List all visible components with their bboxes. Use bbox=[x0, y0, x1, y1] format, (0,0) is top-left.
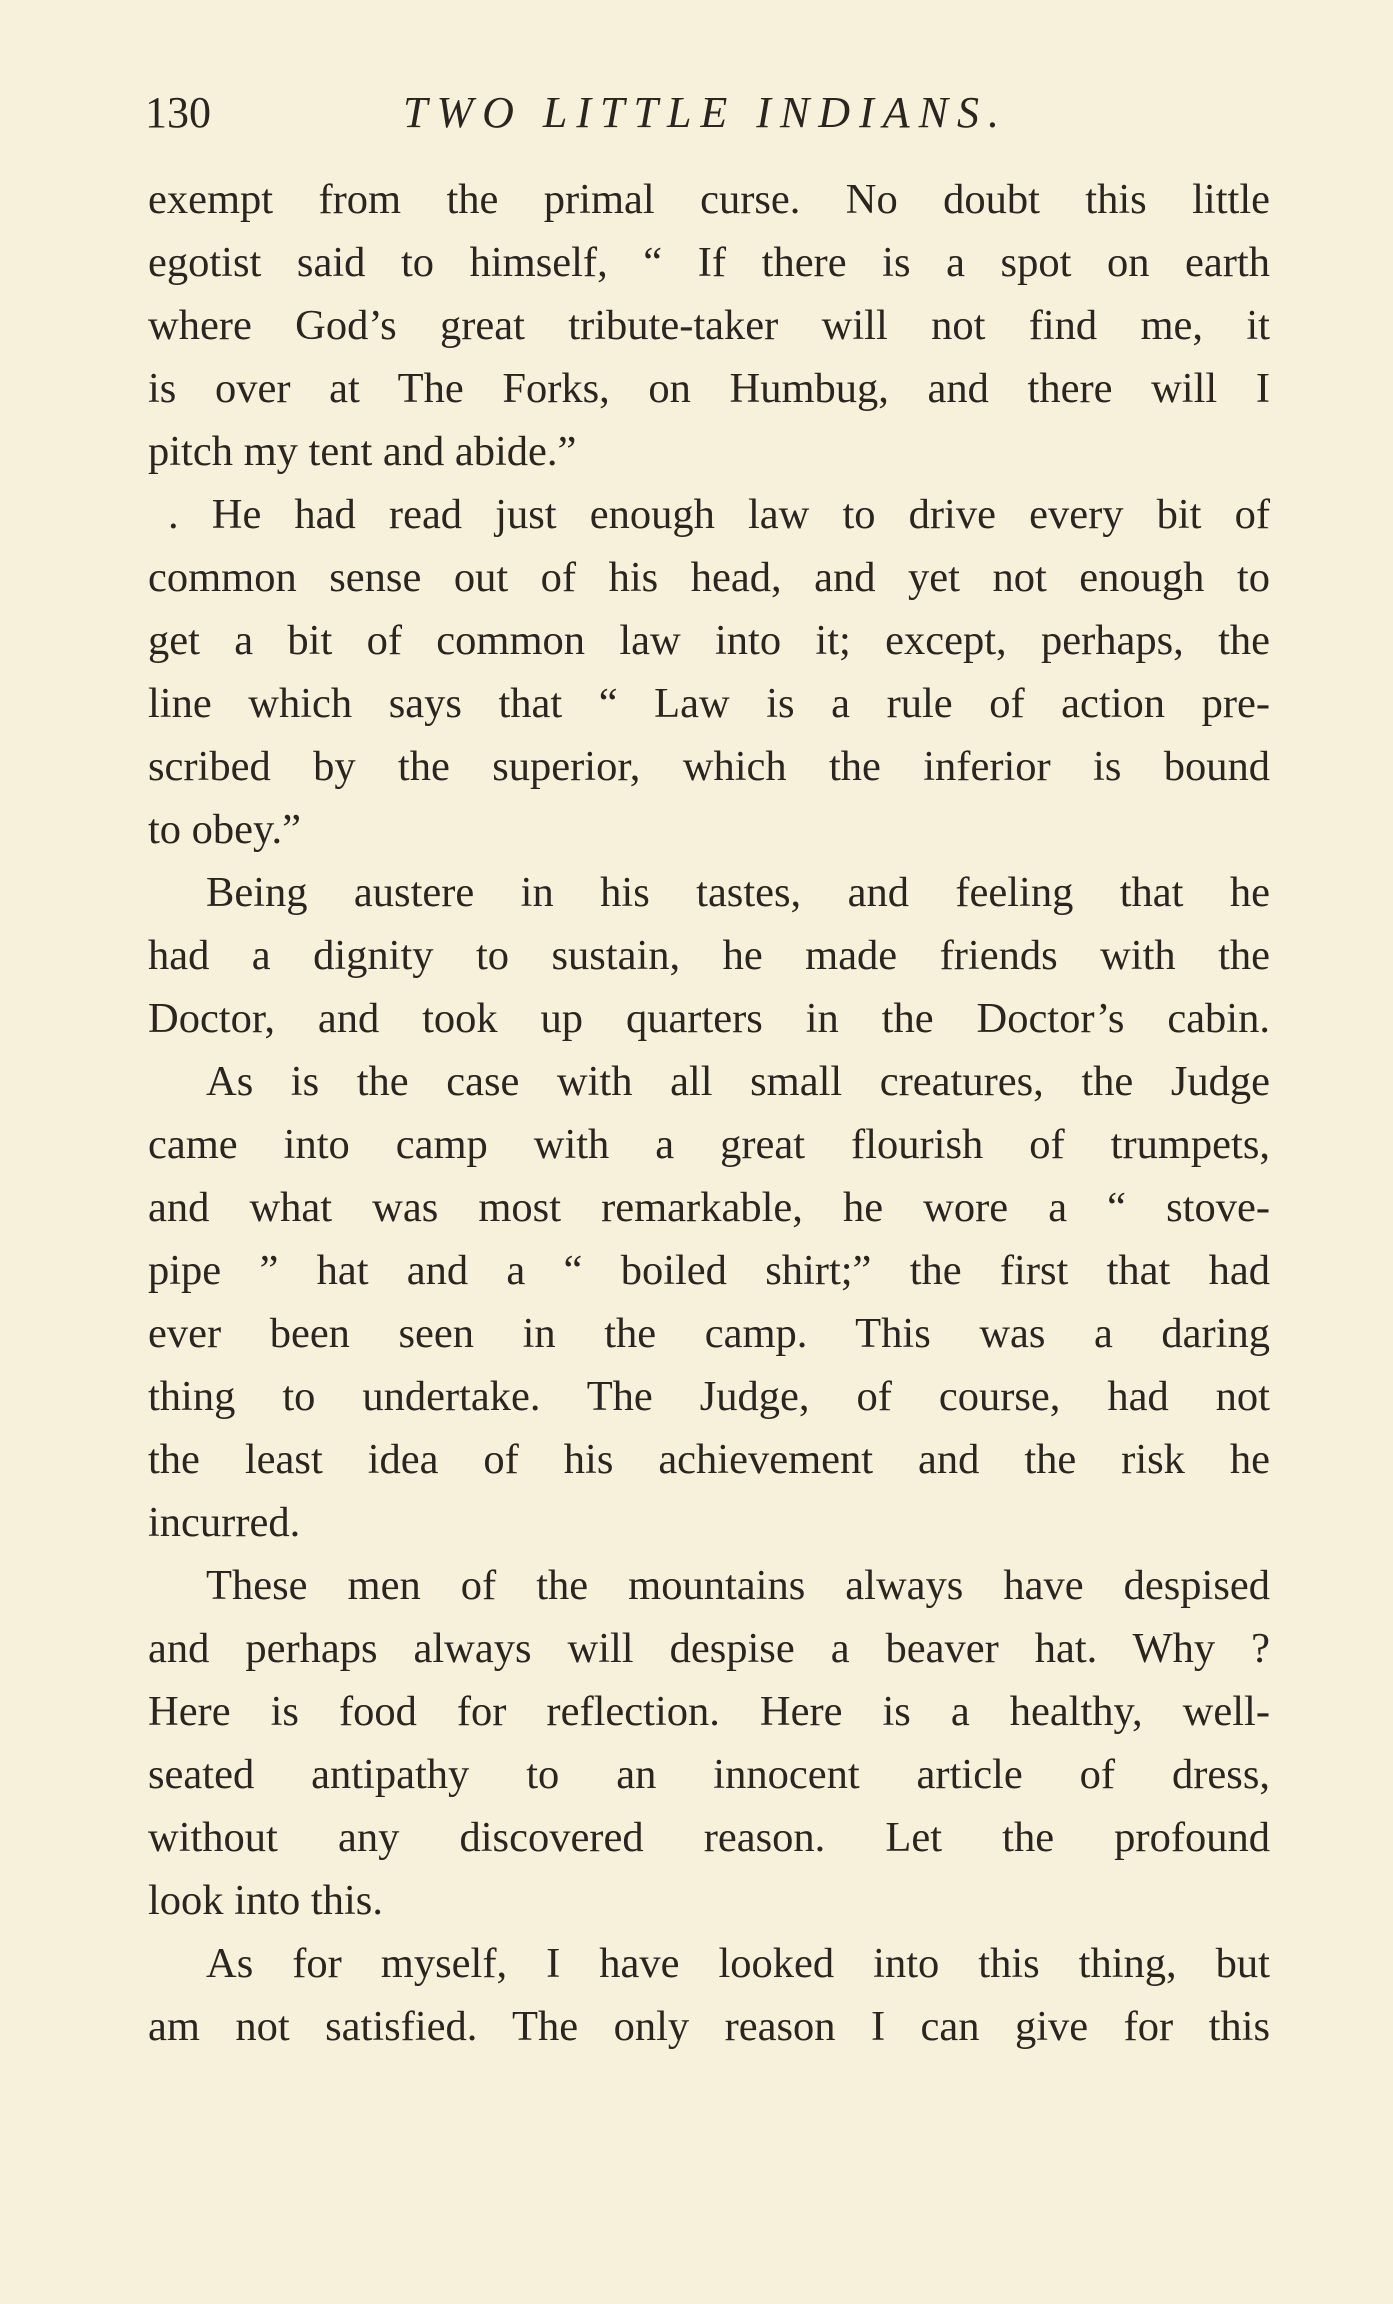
text-line: pipe ” hat and a “ boiled shirt;” the first that had bbox=[148, 1247, 1270, 1294]
text-line: to obey.” bbox=[148, 806, 302, 853]
text-line: had a dignity to sustain, he made friends with the bbox=[148, 932, 1270, 979]
text-line: without any discovered reason. Let the profound bbox=[148, 1814, 1270, 1861]
text-line: the least idea of his achievement and the risk he bbox=[148, 1436, 1270, 1483]
text-line: egotist said to himself, “ If there is a spot on earth bbox=[148, 239, 1270, 286]
text-line: As is the case with all small creatures, the Judge bbox=[206, 1058, 1270, 1105]
text-line: am not satisfied. The only reason I can give for this bbox=[148, 2003, 1270, 2050]
text-line: look into this. bbox=[148, 1877, 383, 1924]
text-line: thing to undertake. The Judge, of course, had not bbox=[148, 1373, 1270, 1420]
text-line: seated antipathy to an innocent article of dress, bbox=[148, 1751, 1270, 1798]
text-line: Here is food for reflection. Here is a healthy, well- bbox=[148, 1688, 1270, 1735]
page-number: 130 bbox=[145, 88, 211, 137]
body-text bbox=[148, 168, 1270, 2058]
text-line: common sense out of his head, and yet not enough to bbox=[148, 554, 1270, 601]
text-line: . He had read just enough law to drive every bit of bbox=[168, 491, 1270, 538]
text-line: is over at The Forks, on Humbug, and there will I bbox=[148, 365, 1270, 412]
running-title: TWO LITTLE INDIANS. bbox=[403, 88, 1008, 137]
text-line: and what was most remarkable, he wore a “ stove- bbox=[148, 1184, 1270, 1231]
text-line: where God’s great tribute-taker will not find me, it bbox=[148, 302, 1270, 349]
running-head bbox=[145, 78, 1275, 148]
text-line: incurred. bbox=[148, 1499, 301, 1546]
text-line: exempt from the primal curse. No doubt this little bbox=[148, 176, 1270, 223]
text-line: Being austere in his tastes, and feeling that he bbox=[206, 869, 1270, 916]
text-line: pitch my tent and abide.” bbox=[148, 428, 577, 475]
text-line: and perhaps always will despise a beaver hat. Why ? bbox=[148, 1625, 1270, 1672]
text-line: These men of the mountains always have despised bbox=[206, 1562, 1270, 1609]
text-line: came into camp with a great flourish of trumpets, bbox=[148, 1121, 1270, 1168]
text-line: As for myself, I have looked into this thing, but bbox=[206, 1940, 1270, 1987]
text-line: Doctor, and took up quarters in the Doctor’s cabin. bbox=[148, 995, 1270, 1042]
text-line: line which says that “ Law is a rule of action pre- bbox=[148, 680, 1270, 727]
text-line: get a bit of common law into it; except, perhaps, the bbox=[148, 617, 1270, 664]
text-line: ever been seen in the camp. This was a daring bbox=[148, 1310, 1270, 1357]
text-line: scribed by the superior, which the inferior is bound bbox=[148, 743, 1270, 790]
